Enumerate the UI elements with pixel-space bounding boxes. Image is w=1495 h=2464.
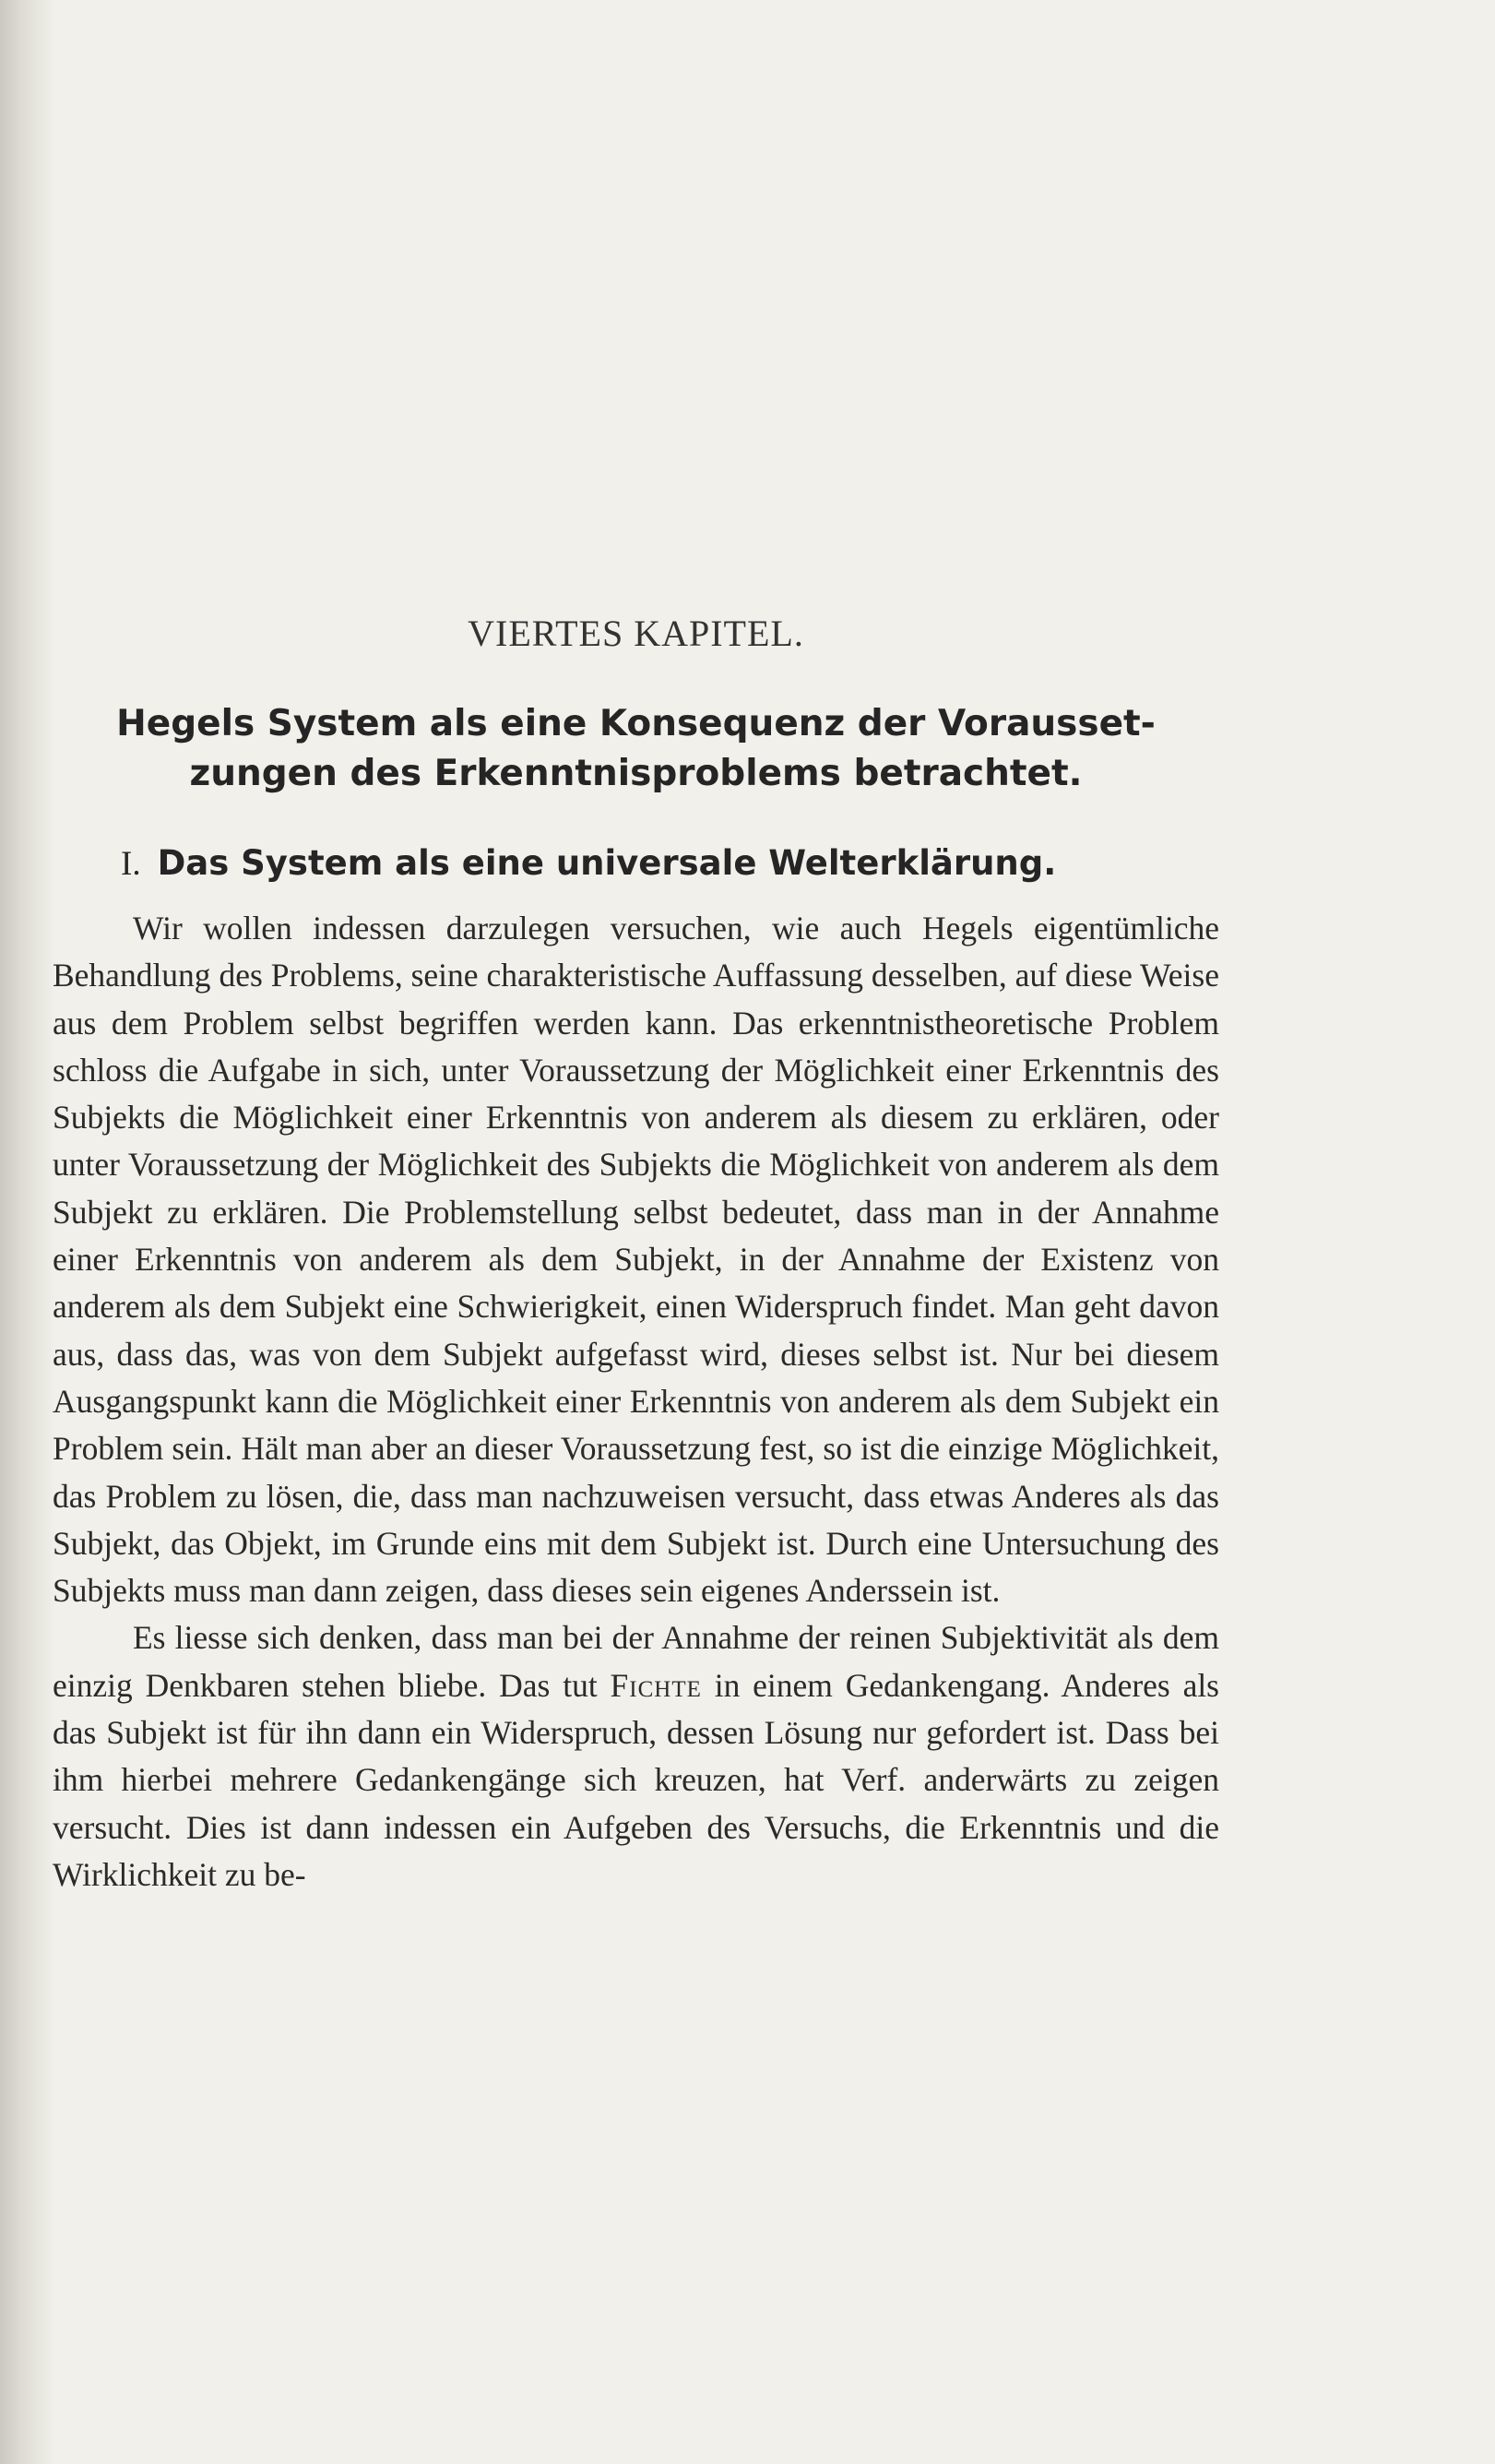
paragraph-text: in einem Gedankengang. Anderes als das Subjekt ist für ihn dann ein Widerspruch, dessen Lösung nur gefordert ist. Dass bei ihm hierbei mehrere Gedankengänge sich kreuzen, hat Verf. anderwärts zu zeigen versucht. Dies ist dann indessen ein Aufgeben des Versuchs, die Erkenntnis und die Wirklichkeit zu be- bbox=[53, 1666, 1219, 1893]
section-number: I. bbox=[121, 845, 141, 883]
chapter-title-line-1: Hegels System als eine Konsequenz der Vorausset- bbox=[116, 703, 1156, 744]
section-heading bbox=[121, 843, 1056, 884]
page-edge-shadow bbox=[0, 0, 55, 2464]
author-name: Fichte bbox=[610, 1666, 702, 1704]
paragraph bbox=[53, 1614, 1219, 1899]
section-title: Das System als eine universale Welterklärung. bbox=[157, 843, 1057, 883]
chapter-label: VIERTES KAPITEL. bbox=[468, 613, 804, 654]
paragraph-text: Es liesse sich denken, dass man bei der Annahme der reinen Subjektivität als dem einzig Denkbaren stehen bliebe. Das tut bbox=[53, 1619, 1219, 1704]
chapter-title bbox=[53, 699, 1219, 799]
paragraph bbox=[53, 905, 1219, 1614]
page-content bbox=[53, 0, 1219, 2464]
chapter-title-line-2: zungen des Erkenntnisproblems betrachtet. bbox=[189, 753, 1083, 794]
body-text bbox=[53, 905, 1219, 1899]
paragraph-text: Wir wollen indessen darzulegen versuchen, wie auch Hegels eigentümliche Behandlung des Problems, seine charakteristische Auffassung desselben, auf diese Weise aus dem Problem selbst begriffen werden kann. Das erkenntnistheoretische Problem schloss die Aufgabe in sich, unter Voraussetzung der Möglichkeit einer Erkenntnis des Subjekts die Möglichkeit einer Erkenntnis von anderem als diesem zu erklären, oder unter Voraussetzung der Möglichkeit des Subjekts die Möglichkeit von anderem als dem Subjekt zu erklären. Die Problemstellung selbst bedeutet, dass man in der Annahme einer Erkenntnis von anderem als dem Subjekt, in der Annahme der Existenz von anderem als dem Subjekt eine Schwierigkeit, einen Widerspruch findet. Man geht davon aus, dass das, was von dem Subjekt aufgefasst wird, dieses selbst ist. Nur bei diesem Ausgangspunkt kann die Möglichkeit einer Erkenntnis von anderem als dem Subjekt ein Problem sein. Hält man aber an dieser Voraussetzung fest, so ist die einzige Möglichkeit, das Problem zu lösen, die, dass man nachzuweisen versucht, dass etwas Anderes als das Subjekt, das Objekt, im Grunde eins mit dem Subjekt ist. Durch eine Untersuchung des Subjekts muss man dann zeigen, dass dieses sein eigenes Anderssein ist. bbox=[53, 910, 1219, 1610]
